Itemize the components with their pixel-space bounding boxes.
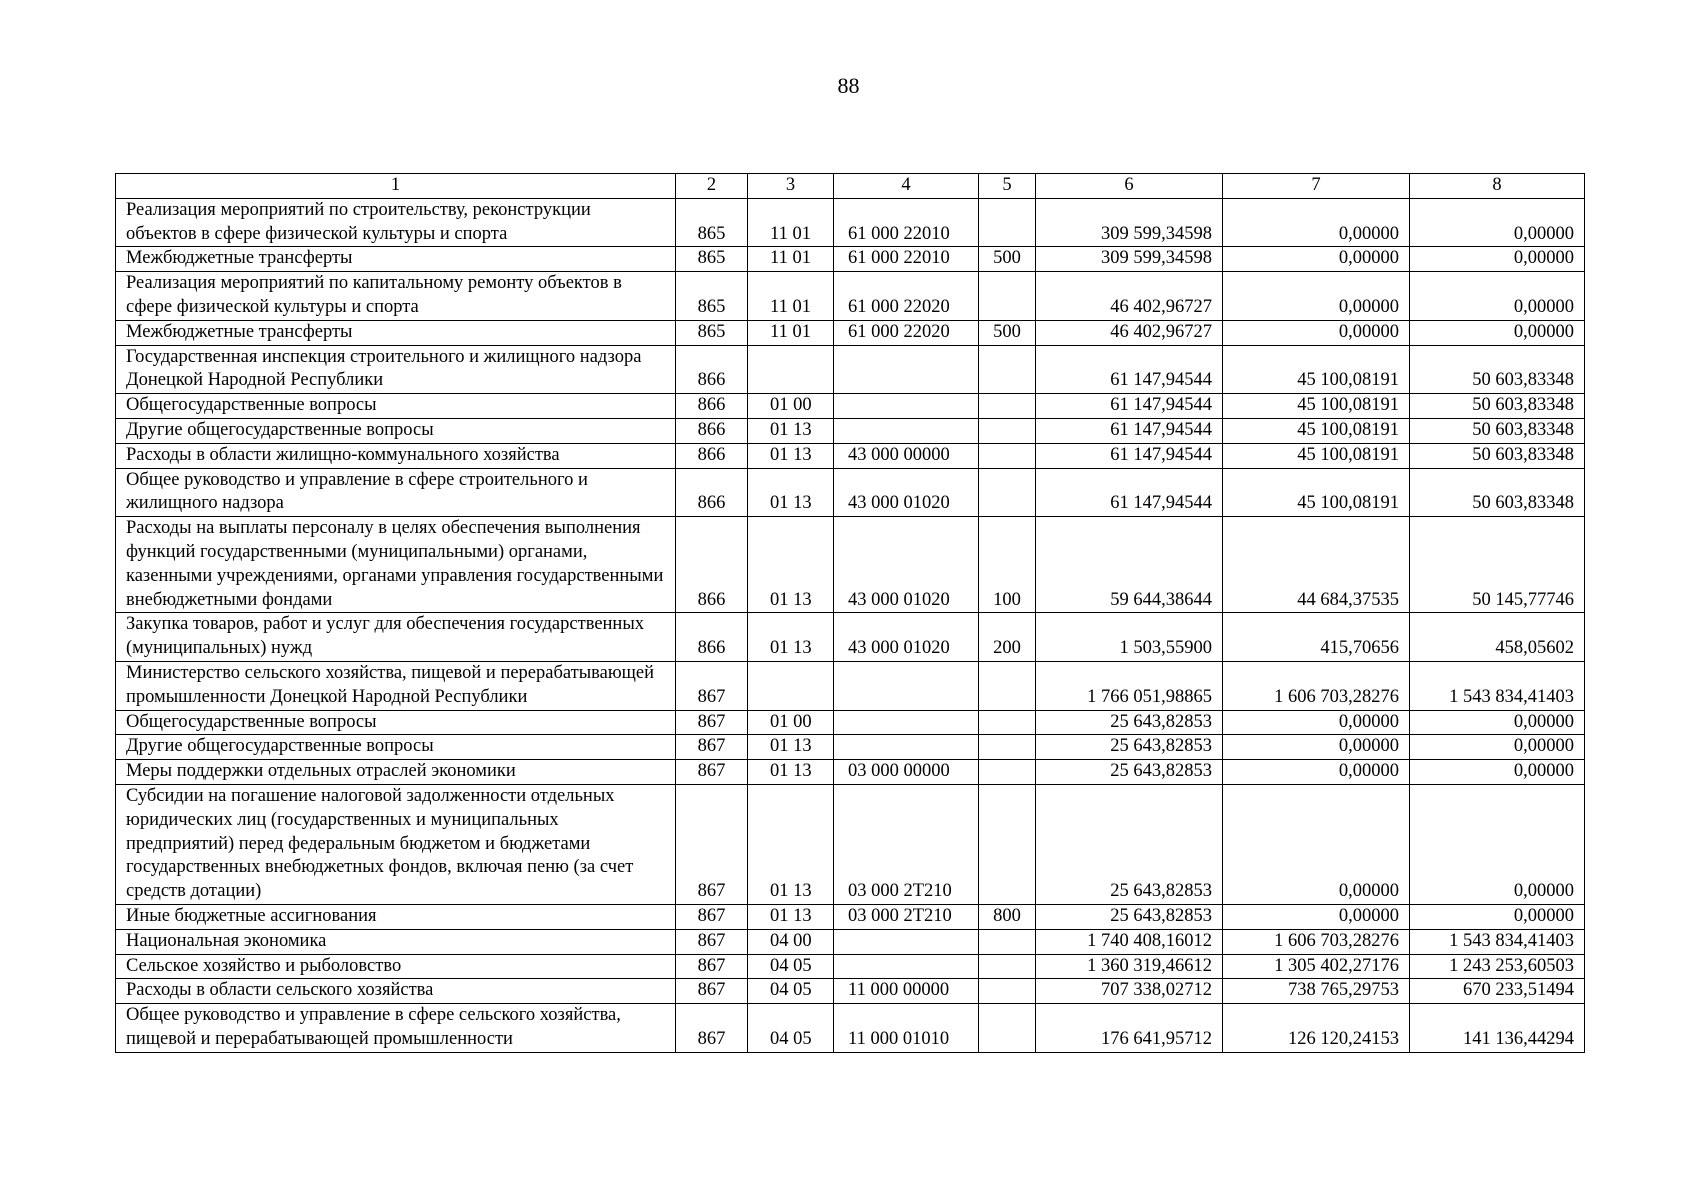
- target-article-cell: [834, 710, 979, 735]
- expense-name-cell: Закупка товаров, работ и услуг для обеспечения государственных (муниципальных) нужд: [116, 613, 676, 662]
- amount-col6-cell: 309 599,34598: [1036, 247, 1223, 272]
- ministry-code-cell: 865: [676, 272, 748, 321]
- amount-col7-cell: 0,00000: [1223, 735, 1410, 760]
- target-article-cell: 03 000 2Т210: [834, 904, 979, 929]
- table-row: [116, 760, 1585, 785]
- amount-col7-cell: 45 100,08191: [1223, 345, 1410, 394]
- amount-col8-cell: 0,00000: [1410, 760, 1585, 785]
- amount-col7-cell: 44 684,37535: [1223, 517, 1410, 613]
- amount-col7-cell: 0,00000: [1223, 247, 1410, 272]
- amount-col8-cell: 0,00000: [1410, 904, 1585, 929]
- expense-type-cell: 500: [979, 247, 1036, 272]
- amount-col8-cell: 0,00000: [1410, 784, 1585, 904]
- expense-type-cell: [979, 710, 1036, 735]
- amount-col6-cell: 61 147,94544: [1036, 468, 1223, 517]
- amount-col6-cell: 25 643,82853: [1036, 904, 1223, 929]
- ministry-code-cell: 867: [676, 710, 748, 735]
- section-code-cell: 04 05: [748, 954, 834, 979]
- section-code-cell: 11 01: [748, 320, 834, 345]
- ministry-code-cell: 865: [676, 320, 748, 345]
- ministry-code-cell: 866: [676, 517, 748, 613]
- amount-col7-cell: 0,00000: [1223, 272, 1410, 321]
- amount-col8-cell: 141 136,44294: [1410, 1004, 1585, 1053]
- amount-col8-cell: 50 603,83348: [1410, 394, 1585, 419]
- amount-col6-cell: 61 147,94544: [1036, 443, 1223, 468]
- amount-col7-cell: 45 100,08191: [1223, 468, 1410, 517]
- expense-type-cell: [979, 418, 1036, 443]
- table-row: [116, 272, 1585, 321]
- expense-name-cell: Реализация мероприятий по капитальному ремонту объектов в сфере физической культуры и спорта: [116, 272, 676, 321]
- amount-col8-cell: 1 543 834,41403: [1410, 661, 1585, 710]
- expense-name-cell: Расходы на выплаты персоналу в целях обеспечения выполнения функций государственными (муниципальными) органами, казенными учреждениями, органами управления государственными внебюджетными фондами: [116, 517, 676, 613]
- target-article-cell: [834, 661, 979, 710]
- expense-type-cell: [979, 198, 1036, 247]
- column-header: 7: [1223, 174, 1410, 199]
- ministry-code-cell: 867: [676, 954, 748, 979]
- amount-col8-cell: 0,00000: [1410, 735, 1585, 760]
- expense-name-cell: Другие общегосударственные вопросы: [116, 418, 676, 443]
- amount-col8-cell: 50 603,83348: [1410, 418, 1585, 443]
- expense-name-cell: Межбюджетные трансферты: [116, 247, 676, 272]
- section-code-cell: 01 13: [748, 468, 834, 517]
- table-row: [116, 979, 1585, 1004]
- ministry-code-cell: 867: [676, 784, 748, 904]
- section-code-cell: 04 00: [748, 929, 834, 954]
- section-code-cell: 01 13: [748, 443, 834, 468]
- ministry-code-cell: 866: [676, 418, 748, 443]
- amount-col8-cell: 0,00000: [1410, 198, 1585, 247]
- expense-name-cell: Субсидии на погашение налоговой задолженности отдельных юридических лиц (государственных и муниципальных предприятий) перед федеральным бюджетом и бюджетами государственных внебюджетных фондов, включая пеню (за счет средств дотации): [116, 784, 676, 904]
- table-row: [116, 710, 1585, 735]
- expense-name-cell: Расходы в области жилищно-коммунального хозяйства: [116, 443, 676, 468]
- ministry-code-cell: 867: [676, 661, 748, 710]
- amount-col7-cell: 1 606 703,28276: [1223, 929, 1410, 954]
- amount-col8-cell: 1 243 253,60503: [1410, 954, 1585, 979]
- amount-col7-cell: 738 765,29753: [1223, 979, 1410, 1004]
- amount-col7-cell: 0,00000: [1223, 320, 1410, 345]
- amount-col7-cell: 1 305 402,27176: [1223, 954, 1410, 979]
- amount-col6-cell: 46 402,96727: [1036, 320, 1223, 345]
- target-article-cell: 11 000 01010: [834, 1004, 979, 1053]
- ministry-code-cell: 865: [676, 247, 748, 272]
- amount-col6-cell: 46 402,96727: [1036, 272, 1223, 321]
- amount-col6-cell: 61 147,94544: [1036, 345, 1223, 394]
- section-code-cell: 04 05: [748, 979, 834, 1004]
- ministry-code-cell: 867: [676, 929, 748, 954]
- expense-name-cell: Общегосударственные вопросы: [116, 394, 676, 419]
- target-article-cell: 43 000 01020: [834, 517, 979, 613]
- expense-type-cell: 200: [979, 613, 1036, 662]
- amount-col6-cell: 25 643,82853: [1036, 735, 1223, 760]
- amount-col8-cell: 1 543 834,41403: [1410, 929, 1585, 954]
- amount-col6-cell: 176 641,95712: [1036, 1004, 1223, 1053]
- section-code-cell: [748, 661, 834, 710]
- expense-type-cell: [979, 1004, 1036, 1053]
- amount-col7-cell: 415,70656: [1223, 613, 1410, 662]
- expense-name-cell: Общегосударственные вопросы: [116, 710, 676, 735]
- table-row: [116, 1004, 1585, 1053]
- header-row: [116, 174, 1585, 199]
- expense-type-cell: [979, 784, 1036, 904]
- table-row: [116, 443, 1585, 468]
- amount-col6-cell: 1 503,55900: [1036, 613, 1223, 662]
- ministry-code-cell: 867: [676, 904, 748, 929]
- expense-name-cell: Государственная инспекция строительного и жилищного надзора Донецкой Народной Республики: [116, 345, 676, 394]
- table-row: [116, 247, 1585, 272]
- expense-type-cell: [979, 345, 1036, 394]
- target-article-cell: 03 000 2Т210: [834, 784, 979, 904]
- expense-type-cell: [979, 760, 1036, 785]
- column-header: 1: [116, 174, 676, 199]
- expense-name-cell: Иные бюджетные ассигнования: [116, 904, 676, 929]
- section-code-cell: 11 01: [748, 247, 834, 272]
- amount-col7-cell: 1 606 703,28276: [1223, 661, 1410, 710]
- table-row: [116, 320, 1585, 345]
- ministry-code-cell: 867: [676, 1004, 748, 1053]
- table-row: [116, 394, 1585, 419]
- ministry-code-cell: 865: [676, 198, 748, 247]
- table-row: [116, 929, 1585, 954]
- column-header: 8: [1410, 174, 1585, 199]
- column-header: 2: [676, 174, 748, 199]
- target-article-cell: 11 000 00000: [834, 979, 979, 1004]
- section-code-cell: 01 13: [748, 735, 834, 760]
- target-article-cell: 61 000 22020: [834, 272, 979, 321]
- table-row: [116, 418, 1585, 443]
- amount-col7-cell: 0,00000: [1223, 710, 1410, 735]
- expense-type-cell: [979, 979, 1036, 1004]
- section-code-cell: 01 00: [748, 710, 834, 735]
- expense-type-cell: [979, 394, 1036, 419]
- amount-col6-cell: 309 599,34598: [1036, 198, 1223, 247]
- section-code-cell: 01 13: [748, 418, 834, 443]
- amount-col8-cell: 0,00000: [1410, 320, 1585, 345]
- target-article-cell: 61 000 22020: [834, 320, 979, 345]
- target-article-cell: [834, 735, 979, 760]
- table-row: [116, 661, 1585, 710]
- expense-type-cell: 100: [979, 517, 1036, 613]
- amount-col7-cell: 0,00000: [1223, 784, 1410, 904]
- ministry-code-cell: 866: [676, 443, 748, 468]
- amount-col6-cell: 59 644,38644: [1036, 517, 1223, 613]
- expense-name-cell: Реализация мероприятий по строительству, реконструкции объектов в сфере физической культуры и спорта: [116, 198, 676, 247]
- ministry-code-cell: 867: [676, 735, 748, 760]
- ministry-code-cell: 866: [676, 613, 748, 662]
- expense-type-cell: [979, 443, 1036, 468]
- target-article-cell: 43 000 01020: [834, 468, 979, 517]
- target-article-cell: 61 000 22010: [834, 247, 979, 272]
- amount-col8-cell: 50 603,83348: [1410, 468, 1585, 517]
- table-row: [116, 517, 1585, 613]
- target-article-cell: [834, 929, 979, 954]
- amount-col8-cell: 458,05602: [1410, 613, 1585, 662]
- section-code-cell: 01 13: [748, 613, 834, 662]
- amount-col6-cell: 707 338,02712: [1036, 979, 1223, 1004]
- target-article-cell: 43 000 00000: [834, 443, 979, 468]
- amount-col6-cell: 1 360 319,46612: [1036, 954, 1223, 979]
- expense-name-cell: Сельское хозяйство и рыболовство: [116, 954, 676, 979]
- budget-table: [115, 173, 1585, 1053]
- amount-col7-cell: 45 100,08191: [1223, 418, 1410, 443]
- expense-type-cell: [979, 661, 1036, 710]
- amount-col7-cell: 45 100,08191: [1223, 443, 1410, 468]
- table-row: [116, 198, 1585, 247]
- table-row: [116, 468, 1585, 517]
- amount-col7-cell: 45 100,08191: [1223, 394, 1410, 419]
- column-header: 6: [1036, 174, 1223, 199]
- section-code-cell: 01 13: [748, 904, 834, 929]
- table-row: [116, 954, 1585, 979]
- table-row: [116, 735, 1585, 760]
- amount-col6-cell: 1 766 051,98865: [1036, 661, 1223, 710]
- amount-col6-cell: 25 643,82853: [1036, 760, 1223, 785]
- target-article-cell: [834, 345, 979, 394]
- expense-name-cell: Расходы в области сельского хозяйства: [116, 979, 676, 1004]
- amount-col8-cell: 50 603,83348: [1410, 443, 1585, 468]
- ministry-code-cell: 866: [676, 468, 748, 517]
- target-article-cell: [834, 954, 979, 979]
- amount-col8-cell: 0,00000: [1410, 272, 1585, 321]
- ministry-code-cell: 866: [676, 345, 748, 394]
- expense-type-cell: [979, 954, 1036, 979]
- target-article-cell: [834, 394, 979, 419]
- expense-name-cell: Национальная экономика: [116, 929, 676, 954]
- section-code-cell: 04 05: [748, 1004, 834, 1053]
- amount-col8-cell: 0,00000: [1410, 247, 1585, 272]
- amount-col8-cell: 50 145,77746: [1410, 517, 1585, 613]
- target-article-cell: 43 000 01020: [834, 613, 979, 662]
- column-header: 5: [979, 174, 1036, 199]
- expense-type-cell: 800: [979, 904, 1036, 929]
- expense-name-cell: Министерство сельского хозяйства, пищевой и перерабатывающей промышленности Донецкой Народной Республики: [116, 661, 676, 710]
- amount-col8-cell: 0,00000: [1410, 710, 1585, 735]
- target-article-cell: 03 000 00000: [834, 760, 979, 785]
- table-row: [116, 784, 1585, 904]
- section-code-cell: 01 13: [748, 784, 834, 904]
- amount-col6-cell: 25 643,82853: [1036, 784, 1223, 904]
- target-article-cell: [834, 418, 979, 443]
- amount-col8-cell: 670 233,51494: [1410, 979, 1585, 1004]
- expense-type-cell: [979, 468, 1036, 517]
- section-code-cell: [748, 345, 834, 394]
- amount-col6-cell: 61 147,94544: [1036, 418, 1223, 443]
- amount-col7-cell: 0,00000: [1223, 198, 1410, 247]
- section-code-cell: 01 13: [748, 760, 834, 785]
- table-row: [116, 345, 1585, 394]
- section-code-cell: 01 13: [748, 517, 834, 613]
- expense-type-cell: [979, 272, 1036, 321]
- expense-name-cell: Другие общегосударственные вопросы: [116, 735, 676, 760]
- expense-name-cell: Межбюджетные трансферты: [116, 320, 676, 345]
- section-code-cell: 01 00: [748, 394, 834, 419]
- ministry-code-cell: 866: [676, 394, 748, 419]
- amount-col7-cell: 126 120,24153: [1223, 1004, 1410, 1053]
- amount-col7-cell: 0,00000: [1223, 760, 1410, 785]
- expense-name-cell: Общее руководство и управление в сфере сельского хозяйства, пищевой и перерабатывающей промышленности: [116, 1004, 676, 1053]
- column-header: 3: [748, 174, 834, 199]
- page-number: 88: [837, 73, 860, 98]
- expense-type-cell: [979, 929, 1036, 954]
- expense-type-cell: [979, 735, 1036, 760]
- table-row: [116, 613, 1585, 662]
- ministry-code-cell: 867: [676, 979, 748, 1004]
- table-row: [116, 904, 1585, 929]
- amount-col6-cell: 25 643,82853: [1036, 710, 1223, 735]
- expense-type-cell: 500: [979, 320, 1036, 345]
- amount-col7-cell: 0,00000: [1223, 904, 1410, 929]
- expense-name-cell: Меры поддержки отдельных отраслей экономики: [116, 760, 676, 785]
- section-code-cell: 11 01: [748, 272, 834, 321]
- amount-col8-cell: 50 603,83348: [1410, 345, 1585, 394]
- section-code-cell: 11 01: [748, 198, 834, 247]
- amount-col6-cell: 1 740 408,16012: [1036, 929, 1223, 954]
- ministry-code-cell: 867: [676, 760, 748, 785]
- target-article-cell: 61 000 22010: [834, 198, 979, 247]
- expense-name-cell: Общее руководство и управление в сфере строительного и жилищного надзора: [116, 468, 676, 517]
- column-header: 4: [834, 174, 979, 199]
- amount-col6-cell: 61 147,94544: [1036, 394, 1223, 419]
